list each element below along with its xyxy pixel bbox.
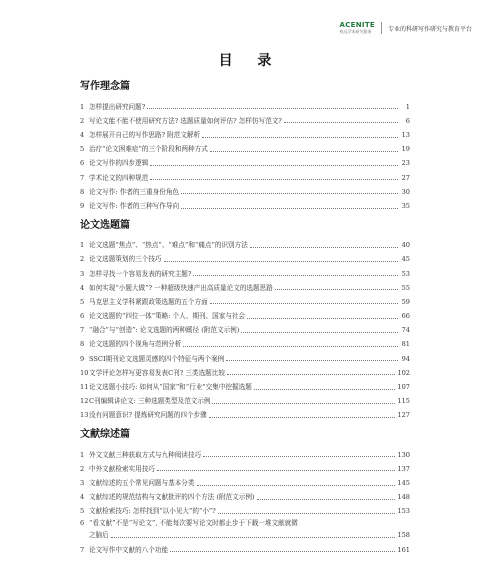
entry-number: 4 <box>80 283 85 292</box>
entry-title: “融合”与“创造”: 论文选题的两种蹊径 (附范文示例) <box>89 326 240 335</box>
entry-number: 6 <box>80 159 85 168</box>
entry-page-number: 6 <box>405 116 410 125</box>
leader-dots <box>218 512 396 514</box>
entry-page-number: 161 <box>397 545 410 554</box>
entry-number: 1 <box>80 450 85 459</box>
header-tagline: 专业的科研写作研究与教育平台 <box>387 25 472 33</box>
entry-page-number: 153 <box>397 507 410 516</box>
toc-section <box>80 80 410 211</box>
toc-section <box>80 219 410 420</box>
entry-number: 3 <box>80 269 85 278</box>
entry-page-number: 66 <box>401 312 410 321</box>
entry-number: 3 <box>80 478 85 487</box>
entry-number: 10 <box>80 368 89 377</box>
leader-dots <box>181 207 398 209</box>
entry-number: 7 <box>80 173 85 182</box>
leader-dots <box>111 536 396 538</box>
toc-entry[interactable] <box>80 363 410 377</box>
leader-dots <box>203 455 395 457</box>
toc-entry[interactable] <box>80 459 410 473</box>
toc-section <box>80 428 410 554</box>
toc-entry[interactable] <box>80 292 410 306</box>
entry-number: 2 <box>80 116 85 125</box>
entry-page-number: 55 <box>401 283 410 292</box>
entry-page-number: 19 <box>401 145 410 154</box>
leader-dots <box>210 150 398 152</box>
entry-page-number: 40 <box>401 241 410 250</box>
leader-dots <box>181 192 398 194</box>
entry-title: 论文选题策划的三个技巧 <box>89 255 162 264</box>
entry-number: 6 <box>80 519 85 528</box>
toc-entry[interactable] <box>80 335 410 349</box>
entry-title-continued: 之脑后 <box>89 531 109 540</box>
toc-entry[interactable] <box>80 473 410 487</box>
entry-title: 论文写作: 作者的三种写作导向 <box>89 201 180 210</box>
brand-logo <box>340 22 375 34</box>
entry-page-number: 59 <box>401 297 410 306</box>
leader-dots <box>226 359 398 361</box>
toc-entry[interactable] <box>80 392 410 406</box>
section-title: 写作理念篇 <box>80 81 130 92</box>
entry-page-number: 45 <box>401 255 410 264</box>
table-of-contents <box>80 80 410 562</box>
toc-entry[interactable] <box>80 321 410 335</box>
leader-dots <box>147 107 398 109</box>
entry-title: 文献综述的规范结构与文献批评的四个方法 (附范文示例) <box>89 493 255 502</box>
entry-number: 7 <box>80 545 85 554</box>
entry-title: 没有问题意识? 提炼研究问题的四个步骤 <box>89 411 207 420</box>
leader-dots <box>241 331 398 333</box>
entry-page-number: 148 <box>397 493 410 502</box>
toc-entry[interactable] <box>80 306 410 320</box>
leader-dots <box>183 345 398 347</box>
entry-title: 论文写作的四步逻辑 <box>89 159 149 168</box>
leader-dots <box>275 288 398 290</box>
entry-page-number: 94 <box>401 354 410 363</box>
leader-dots <box>209 416 396 418</box>
entry-page-number: 158 <box>397 531 410 540</box>
entry-page-number: 35 <box>401 201 410 210</box>
entry-number: 5 <box>80 297 85 306</box>
toc-entry[interactable] <box>80 377 410 391</box>
entry-number: 1 <box>80 241 85 250</box>
leader-dots <box>202 136 398 138</box>
leader-dots <box>227 373 395 375</box>
section-title: 文献综述篇 <box>80 428 130 440</box>
toc-entry[interactable] <box>80 111 410 125</box>
toc-entry[interactable] <box>80 406 410 420</box>
toc-entry[interactable] <box>80 516 410 540</box>
entry-number: 6 <box>80 312 85 321</box>
leader-dots <box>210 302 398 304</box>
toc-entry[interactable] <box>80 250 410 264</box>
page-title: 目 录 <box>218 53 282 69</box>
toc-entry[interactable] <box>80 236 410 250</box>
entry-title: 马克思主义学科紧跟政策选题的五个方面 <box>89 297 208 306</box>
entry-title: 论文写作: 作者的三重身份角色 <box>89 187 180 196</box>
entry-number: 11 <box>80 383 89 391</box>
header-divider <box>381 22 382 34</box>
entry-page-number: 102 <box>397 368 410 377</box>
entry-title: “看文献”不是“写论文”, 不能每次要写论文时都止步于下载一堆文献就微 <box>89 519 298 528</box>
toc-entry[interactable] <box>80 196 410 210</box>
entry-page-number: 27 <box>401 173 410 182</box>
entry-page-number: 81 <box>401 340 410 349</box>
entry-title: 论文选题“焦点”、“热点”、“难点”和“痛点”的识别方法 <box>89 241 248 250</box>
entry-title: 治疗“论文困难症”的三个阶段和两种方式 <box>89 145 208 154</box>
leader-dots <box>193 274 398 276</box>
entry-title: 中外文献检索实用技巧 <box>89 464 155 473</box>
entry-number: 5 <box>80 145 85 154</box>
toc-entry[interactable] <box>80 125 410 139</box>
leader-dots <box>164 260 398 262</box>
entry-number: 8 <box>80 340 85 349</box>
entry-title: 论文选题的四个视角与范例分析 <box>89 340 182 349</box>
header <box>340 22 472 34</box>
entry-title: 外文文献三种获取方式与九种阅读技巧 <box>89 450 202 459</box>
entry-number: 9 <box>80 354 85 363</box>
leader-dots <box>157 469 395 471</box>
entry-number: 2 <box>80 464 85 473</box>
toc-entry[interactable] <box>80 140 410 154</box>
entry-title: 文学评论怎样写更容易发表C刊? 三类选题比较 <box>89 368 225 377</box>
leader-dots <box>150 164 398 166</box>
toc-entry[interactable] <box>80 349 410 363</box>
entry-title: 论文选题小技巧: 如何从“国家”和“行业”交集中挖掘选题 <box>89 383 252 391</box>
entry-number: 7 <box>80 326 85 335</box>
toc-entry[interactable] <box>80 182 410 196</box>
entry-title: 论文选题的“四位一体”策略: 个人、期刊、国家与社会 <box>89 312 246 321</box>
logo-subtitle: 致远学术研究服务 <box>339 29 372 34</box>
entry-title: 怎样展开自己的写作思路? 附范文解析 <box>89 131 201 139</box>
entry-number: 13 <box>80 411 89 420</box>
entry-page-number: 30 <box>401 187 410 196</box>
entry-number: 5 <box>80 507 85 516</box>
entry-title: 文献检索技巧: 怎样找到“以小见大”的“小”? <box>89 507 216 516</box>
leader-dots <box>170 550 395 552</box>
entry-number: 8 <box>80 187 85 196</box>
entry-page-number: 107 <box>397 383 410 391</box>
entry-page-number: 115 <box>397 397 410 406</box>
entry-page-number: 127 <box>397 411 410 420</box>
leader-dots <box>250 246 398 248</box>
toc-entry[interactable] <box>80 97 410 111</box>
entry-title: 如何实现“小题大做”? 一种超级快速产出高质量论文的选题思路 <box>89 283 273 292</box>
entry-number: 4 <box>80 131 85 139</box>
toc-entry[interactable] <box>80 154 410 168</box>
entry-title: 怎样提出研究问题? <box>89 102 146 111</box>
entry-page-number: 13 <box>401 131 410 139</box>
toc-entry[interactable] <box>80 445 410 459</box>
logo-mark: ACENITE <box>339 21 375 29</box>
entry-number: 4 <box>80 493 85 502</box>
entry-number: 12 <box>80 397 89 406</box>
toc-entry[interactable] <box>80 488 410 502</box>
leader-dots <box>197 484 396 486</box>
leader-dots <box>257 498 396 500</box>
toc-entry[interactable] <box>80 502 410 516</box>
entry-page-number: 130 <box>397 450 410 459</box>
entry-title: 写论文能不能不使用研究方法? 选题质量如何评估? 怎样仿写范文? <box>89 116 282 125</box>
entry-page-number: 23 <box>401 159 410 168</box>
entry-title: 文献综述的五个常见问题与基本分类 <box>89 478 195 487</box>
entry-title: 怎样寻找一个容易发表的研究主题? <box>89 269 192 278</box>
entry-title: 论文写作中文献的八个功能 <box>89 545 169 554</box>
leader-dots <box>254 388 396 390</box>
section-title: 论文选题篇 <box>80 219 130 231</box>
entry-page-number: 74 <box>401 326 410 335</box>
entry-page-number: 1 <box>405 102 410 111</box>
leader-dots <box>247 317 398 319</box>
entry-title: 学术论文的四种规范 <box>89 173 149 182</box>
leader-dots <box>284 121 398 123</box>
entry-title: SSCI期刊论文选题灵感的四个特征与两个案例 <box>89 354 225 363</box>
entry-number: 9 <box>80 201 85 210</box>
entry-title: C刊编辑讲论文: 三种选题类型及范文示例 <box>89 397 211 406</box>
leader-dots <box>150 178 398 180</box>
toc-entry[interactable] <box>80 278 410 292</box>
leader-dots <box>212 402 395 404</box>
entry-number: 2 <box>80 255 85 264</box>
entry-number: 1 <box>80 102 85 111</box>
entry-page-number: 53 <box>401 269 410 278</box>
toc-entry[interactable] <box>80 540 410 554</box>
toc-entry[interactable] <box>80 168 410 182</box>
entry-page-number: 145 <box>397 478 410 487</box>
entry-page-number: 137 <box>397 464 410 473</box>
toc-entry[interactable] <box>80 264 410 278</box>
